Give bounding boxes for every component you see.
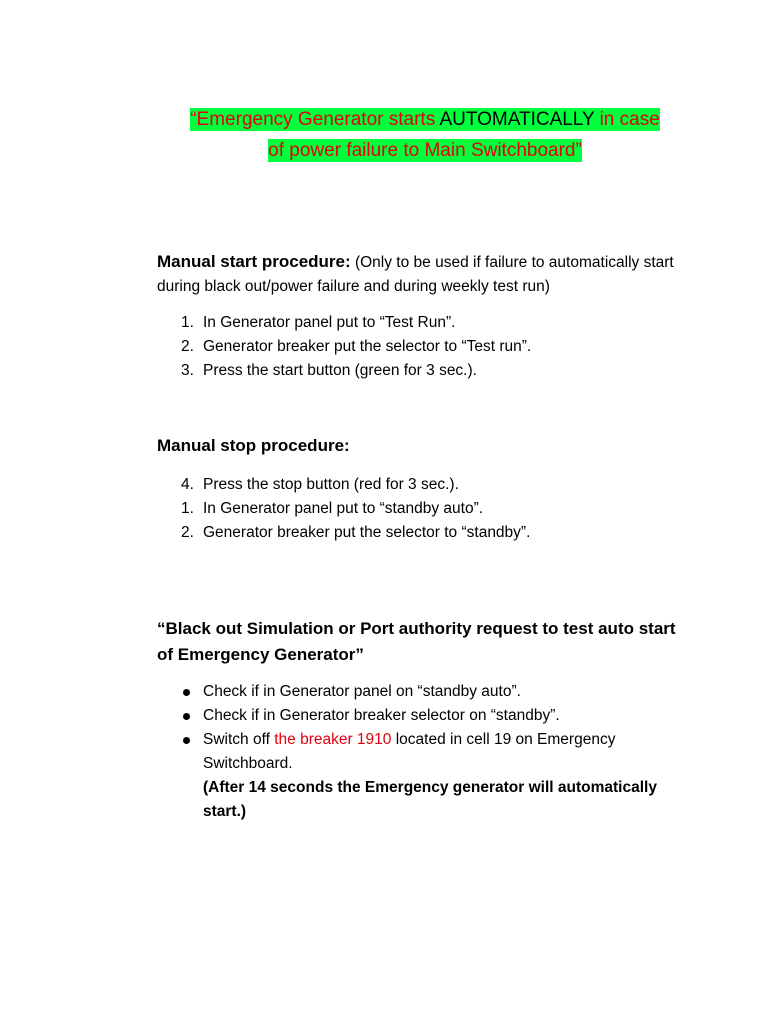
list-item	[157, 473, 697, 497]
list-item	[157, 335, 697, 359]
step-number: 1.	[181, 500, 194, 517]
title-automatically: AUTOMATICALLY	[439, 109, 595, 130]
manual-start-intro	[157, 250, 697, 299]
switch-off-prefix: Switch off	[203, 731, 275, 748]
manual-stop-steps	[157, 473, 697, 545]
step-text: In Generator panel put to “standby auto”.	[203, 500, 484, 517]
list-item	[157, 359, 697, 383]
blackout-heading: “Black out Simulation or Port authority request to test auto start of Emergency Generator”	[157, 619, 676, 664]
list-item	[157, 497, 697, 521]
bullet-icon	[183, 713, 190, 720]
auto-start-note: (After 14 seconds the Emergency generator will automatically start.)	[203, 779, 657, 820]
page-title	[150, 104, 700, 166]
step-number: 2.	[181, 338, 194, 355]
step-text: In Generator panel put to “Test Run”.	[203, 314, 456, 331]
step-text: Generator breaker put the selector to “Test run”.	[203, 338, 532, 355]
title-highlight-line-1	[190, 108, 660, 131]
step-number: 1.	[181, 314, 194, 331]
list-item	[157, 704, 697, 728]
step-text: Generator breaker put the selector to “standby”.	[203, 524, 531, 541]
title-highlight-line-2: of power failure to Main Switchboard”	[268, 140, 582, 161]
switch-off-suffix: located in cell 19 on Emergency Switchboard.	[203, 731, 616, 772]
manual-start-steps	[157, 311, 697, 383]
step-number: 2.	[181, 524, 194, 541]
bullet-icon	[183, 689, 190, 696]
step-text: Press the stop button (red for 3 sec.).	[203, 476, 459, 493]
bullet-text: Check if in Generator panel on “standby auto”.	[203, 683, 521, 700]
bullet-text: Check if in Generator breaker selector on “standby”.	[203, 707, 560, 724]
list-item	[157, 680, 697, 704]
list-item	[157, 728, 697, 824]
step-number: 3.	[181, 362, 194, 379]
title-part-1: “Emergency Generator starts	[190, 109, 440, 130]
list-item	[157, 521, 697, 545]
step-number: 4.	[181, 476, 194, 493]
manual-start-note: (Only to be used if failure to automatically start during black out/power failure and during weekly test run)	[157, 254, 674, 295]
blackout-bullets	[157, 680, 697, 824]
bullet-icon	[183, 737, 190, 744]
title-part-3: in case	[594, 109, 660, 130]
list-item	[157, 311, 697, 335]
manual-stop-heading: Manual stop procedure:	[157, 436, 350, 455]
step-text: Press the start button (green for 3 sec.).	[203, 362, 477, 379]
manual-start-heading: Manual start procedure:	[157, 252, 351, 271]
breaker-1910-highlight: the breaker 1910	[274, 731, 392, 748]
